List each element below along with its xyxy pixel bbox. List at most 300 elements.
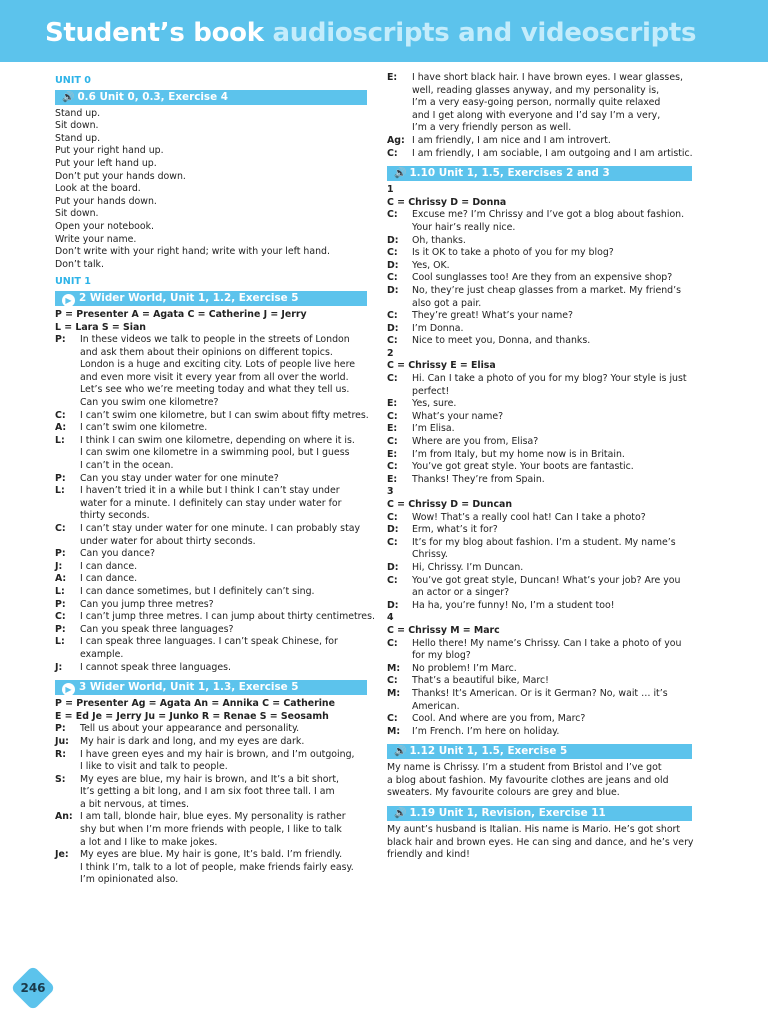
speaker-label: C: [387, 335, 398, 347]
text-line: friendly and kind! [387, 849, 470, 861]
speech-text [80, 485, 367, 523]
speech-line: You’ve got great style, Duncan! What’s your job? Are you [412, 574, 681, 586]
speech-line: also got a pair. [412, 297, 482, 309]
speech-line: shy but when I’m more friends with people, I like to talk [80, 824, 342, 836]
play-icon: ▶ [62, 683, 75, 696]
page-title [45, 18, 696, 48]
speech-line: I’m from Italy, but my home now is in Britain. [412, 448, 625, 460]
speech-text [80, 473, 367, 486]
speaker-label: D: [387, 599, 399, 611]
speech-line: I have short black hair. I have brown eyes. I wear glasses, [412, 72, 683, 83]
speech-line: I’m French. I’m here on holiday. [412, 725, 560, 737]
text-line: Write your name. [55, 233, 137, 245]
dialogue-line [387, 663, 692, 676]
page-number: 246 [20, 981, 46, 995]
speech-line: I am tall, blonde hair, blue eyes. My personality is rather [80, 811, 346, 823]
speaker-label: Ag: [387, 134, 405, 146]
dialogue-line [387, 449, 692, 462]
dialogue-line [387, 310, 692, 323]
speech-line: In these videos we talk to people in the streets of London [80, 334, 350, 346]
speaker-label: J: [55, 661, 63, 673]
speech-line: I can’t stay under water for one minute. I can probably stay [80, 523, 361, 534]
speech-line: Where are you from, Elisa? [412, 436, 539, 448]
speech-line: I’m Elisa. [412, 423, 455, 435]
speaker-label: Ju: [55, 735, 69, 747]
dialogue-line [387, 537, 692, 562]
dialogue-line [387, 272, 692, 285]
speaker-icon: 🔊 [394, 808, 407, 820]
speech-text [412, 247, 692, 260]
speech-text [80, 811, 367, 849]
speech-text [412, 524, 692, 537]
speaker-key: E = Ed Je = Jerry Ju = Junko R = Renae S = Seosamh [55, 710, 329, 722]
dialogue-line [387, 675, 692, 688]
speaker-label: L: [55, 434, 65, 446]
speech-line: It’s getting a bit long, and I am six foot three tall. I am [80, 786, 335, 798]
speaker-label: C: [387, 713, 398, 725]
dialogue [387, 512, 692, 613]
speaker-key: P = Presenter Ag = Agata An = Annika C = Catherine [55, 698, 335, 710]
speaker-label: P: [55, 472, 66, 484]
speaker-label: C: [387, 147, 398, 159]
dialogue-line [55, 473, 367, 486]
dialogue-line [387, 562, 692, 575]
speaker-label: C: [387, 247, 398, 259]
dialogue-line [387, 726, 692, 739]
dialogue-line [387, 285, 692, 310]
speech-line: That’s a beautiful bike, Marc! [412, 675, 549, 687]
speech-line: I am friendly, I am nice and I am introvert. [412, 134, 611, 146]
dialogue-line [387, 72, 692, 135]
dialogue-line [55, 561, 367, 574]
speech-text [412, 474, 692, 487]
speech-text [412, 575, 692, 600]
text-line: Stand up. [55, 107, 101, 119]
text-line: My aunt’s husband is Italian. His name is Mario. He’s got short [387, 824, 681, 836]
section-title: 2 Wider World, Unit 1, 1.2, Exercise 5 [79, 291, 299, 304]
speech-line: example. [80, 648, 124, 660]
text-line: Put your left hand up. [55, 157, 157, 169]
dialogue-line [387, 524, 692, 537]
speech-line: Erm, what’s it for? [412, 524, 498, 536]
dialogue-line [55, 774, 367, 812]
speech-text [412, 512, 692, 525]
speech-line: perfect! [412, 385, 450, 397]
speech-text [80, 523, 367, 548]
speech-line: I think I can swim one kilometre, depending on where it is. [80, 434, 355, 446]
speech-line: Is it OK to take a photo of you for my blog? [412, 247, 614, 259]
dialogue-line [55, 485, 367, 523]
speech-text [80, 749, 367, 774]
unit-heading: UNIT 0 [55, 75, 91, 86]
speech-line: I cannot speak three languages. [80, 661, 231, 673]
text-line: Don’t put your hands down. [55, 170, 186, 182]
text-line: Put your hands down. [55, 195, 157, 207]
dialogue-line [55, 422, 367, 435]
part-number: 2 [387, 347, 394, 359]
speech-text [80, 334, 367, 410]
section-bar-audio [387, 806, 692, 821]
s119-lines [387, 824, 692, 862]
speaker-label: P: [55, 598, 66, 610]
speech-line: Cool. And where are you from, Marc? [412, 713, 586, 725]
dialogue-line [387, 135, 692, 148]
speech-line: Hi, Chrissy. I’m Duncan. [412, 561, 524, 573]
speech-line: Ha ha, you’re funny! No, I’m a student too! [412, 599, 615, 611]
speaker-label: D: [387, 234, 399, 246]
speech-line: thirty seconds. [80, 510, 150, 522]
speech-text [80, 422, 367, 435]
speech-text [412, 537, 692, 562]
speech-line: My eyes are blue, my hair is brown, and It’s a bit short, [80, 773, 340, 785]
speech-text [412, 600, 692, 613]
section-bar-audio [387, 744, 692, 759]
dialogue-line [55, 849, 367, 887]
speaker-label: C: [387, 410, 398, 422]
speech-text [412, 209, 692, 234]
speech-line: Thanks! It’s American. Or is it German? No, wait … it’s [412, 687, 668, 699]
dialogue-line [387, 713, 692, 726]
right-column [387, 72, 692, 862]
speech-text [80, 435, 367, 473]
speech-line: Can you speak three languages? [80, 623, 234, 635]
speaker-label: E: [387, 72, 398, 83]
speaker-label: A: [55, 573, 67, 585]
speech-text [412, 726, 692, 739]
speech-line: water for a minute. I definitely can stay under water for [80, 497, 342, 509]
speaker-label: C: [387, 272, 398, 284]
dialogue-line [387, 373, 692, 398]
speech-line: Can you swim one kilometre? [80, 397, 219, 409]
speech-text [412, 373, 692, 398]
text-line: Sit down. [55, 120, 99, 132]
speaker-label: P: [55, 723, 66, 735]
speech-line: Let’s see who we’re meeting today and what they tell us. [80, 384, 350, 396]
dialogue [387, 373, 692, 486]
speaker-label: S: [55, 773, 66, 785]
speech-line: London is a huge and exciting city. Lots of people live here [80, 359, 355, 371]
dialogue [387, 209, 692, 348]
speech-line: Can you jump three metres? [80, 598, 214, 610]
speaker-label: C: [387, 637, 398, 649]
speaker-label: L: [55, 585, 65, 597]
speech-text [412, 663, 692, 676]
speaker-label: E: [387, 423, 398, 435]
section-bar-audio [55, 90, 367, 105]
speaker-label: L: [55, 485, 65, 497]
dialogue-line [55, 548, 367, 561]
speech-text [80, 736, 367, 749]
speech-line: American. [412, 700, 460, 712]
unit-heading: UNIT 1 [55, 276, 91, 288]
speech-text [412, 285, 692, 310]
speaker-label: D: [387, 561, 399, 573]
s112-lines [387, 762, 692, 800]
speaker-label: J: [55, 560, 63, 572]
speech-line: Hello there! My name’s Chrissy. Can I take a photo of you [412, 637, 682, 649]
dialogue-line [55, 611, 375, 624]
speaker-label: D: [387, 524, 399, 536]
speaker-label: P: [55, 548, 66, 560]
speech-text [412, 638, 692, 663]
dialogue-line [387, 398, 692, 411]
speaker-key: L = Lara S = Sian [55, 321, 146, 333]
speech-line: Oh, thanks. [412, 234, 466, 246]
speech-line: I can swim one kilometre in a swimming pool, but I guess [80, 447, 350, 459]
dialogue-line [55, 599, 367, 612]
section-title: 0.6 Unit 0, 0.3, Exercise 4 [77, 90, 228, 103]
speech-line: and ask them about their opinions on different topics. [80, 346, 333, 358]
speaker-label: C: [387, 436, 398, 448]
part-number: 3 [387, 486, 394, 498]
page-title-part1: Student’s book [45, 18, 264, 48]
speech-line: No, they’re just cheap glasses from a market. My friend’s [412, 284, 681, 296]
speech-text [412, 436, 692, 449]
speech-line: My hair is dark and long, and my eyes are dark. [80, 735, 305, 747]
speech-line: They’re great! What’s your name? [412, 310, 573, 322]
dialogue [387, 72, 692, 160]
speech-text [412, 235, 692, 248]
dialogue [55, 334, 375, 674]
speech-line: and I get along with everyone and I’d say I’m a very, [412, 109, 661, 121]
speech-text [412, 148, 693, 161]
speaker-icon: 🔊 [394, 746, 407, 758]
section-bar-video [55, 291, 367, 306]
dialogue-line [55, 573, 367, 586]
speech-text [412, 562, 692, 575]
speaker-label: Je: [55, 849, 69, 861]
section-title: 1.10 Unit 1, 1.5, Exercises 2 and 3 [409, 167, 610, 180]
dialogue-line [387, 423, 692, 436]
speech-text [412, 310, 692, 323]
dialogue [387, 638, 692, 739]
speaker-label: C: [387, 574, 398, 586]
speech-line: I’m a very easy-going person, normally quite relaxed [412, 97, 661, 109]
speaker-icon: 🔊 [394, 168, 407, 180]
speech-text [412, 461, 692, 474]
dialogue-line [55, 586, 367, 599]
speech-line: I can’t swim one kilometre. [80, 422, 208, 434]
speech-text [412, 675, 692, 688]
speech-line: Hi. Can I take a photo of you for my blog? Your style is just [412, 373, 687, 385]
speaker-key: P = Presenter A = Agata C = Catherine J = Jerry [55, 308, 307, 320]
speech-line: I can speak three languages. I can’t speak Chinese, for [80, 636, 338, 648]
speech-line: I can’t jump three metres. I can jump about thirty centimetres. [80, 611, 375, 623]
speaker-label: C: [387, 675, 398, 687]
dialogue-line [55, 662, 367, 675]
speech-line: You’ve got great style. Your boots are fantastic. [412, 461, 634, 473]
speech-line: Thanks! They’re from Spain. [412, 473, 545, 485]
dialogue-line [387, 461, 692, 474]
speaker-label: E: [387, 448, 398, 460]
speaker-label: M: [387, 662, 401, 674]
speech-line: Excuse me? I’m Chrissy and I’ve got a blog about fashion. [412, 209, 685, 221]
dialogue-line [387, 247, 692, 260]
speech-line: I can’t swim one kilometre, but I can swim about fifty metres. [80, 409, 369, 421]
speech-line: My eyes are blue. My hair is gone, It’s bald. I’m friendly. [80, 849, 343, 861]
speech-line: Tell us about your appearance and personality. [80, 723, 300, 735]
speech-text [412, 713, 692, 726]
speech-text [80, 573, 367, 586]
s06-lines [55, 108, 367, 272]
dialogue-line [55, 334, 367, 410]
dialogue-line [387, 688, 692, 713]
speaker-key: C = Chrissy M = Marc [387, 624, 500, 636]
speech-text [412, 449, 692, 462]
speech-line: Chrissy. [412, 549, 448, 561]
speaker-icon: 🔊 [62, 91, 75, 103]
speaker-label: M: [387, 687, 401, 699]
speaker-label: D: [387, 259, 399, 271]
header-banner [0, 0, 768, 62]
speaker-label: P: [55, 334, 66, 346]
play-icon: ▶ [62, 294, 75, 307]
text-line: Open your notebook. [55, 220, 155, 232]
speaker-label: A: [55, 422, 67, 434]
speech-line: I have green eyes and my hair is brown, and I’m outgoing, [80, 748, 355, 760]
speech-text [80, 774, 367, 812]
speaker-key: C = Chrissy D = Donna [387, 196, 507, 208]
speaker-label: C: [387, 461, 398, 473]
section-bar-audio [387, 166, 692, 181]
speaker-label: C: [387, 536, 398, 548]
part-number: 4 [387, 612, 394, 624]
speech-line: It’s for my blog about fashion. I’m a student. My name’s [412, 536, 676, 548]
section-bar-video [55, 680, 367, 695]
dialogue-line [55, 523, 367, 548]
speech-text [80, 662, 367, 675]
dialogue [55, 723, 367, 887]
speaker-key: C = Chrissy E = Elisa [387, 360, 496, 372]
section-title: 1.12 Unit 1, 1.5, Exercise 5 [409, 745, 568, 758]
section-title: 3 Wider World, Unit 1, 1.3, Exercise 5 [79, 681, 299, 694]
dialogue-line [55, 723, 367, 736]
dialogue-line [387, 260, 692, 273]
speech-text [412, 72, 692, 135]
speaker-key: C = Chrissy D = Duncan [387, 499, 513, 510]
dialogue-line [55, 636, 367, 661]
speech-line: I’m a very friendly person as well. [412, 122, 572, 134]
speech-line: Nice to meet you, Donna, and thanks. [412, 335, 591, 347]
speaker-label: C: [387, 310, 398, 322]
text-line: Sit down. [55, 208, 99, 220]
part-number: 1 [387, 184, 394, 196]
left-column [55, 72, 375, 887]
text-line: My name is Chrissy. I’m a student from Bristol and I’ve got [387, 762, 662, 774]
speech-line: a lot and I like to make jokes. [80, 836, 218, 848]
speech-text [412, 398, 692, 411]
speech-line: I am friendly, I am sociable, I am outgoing and I am artistic. [412, 147, 693, 159]
page-title-part2: audioscripts and videoscripts [272, 18, 697, 48]
speaker-label: C: [55, 409, 66, 421]
dialogue-line [387, 148, 692, 161]
speech-text [80, 586, 367, 599]
speaker-label: C: [387, 209, 398, 221]
speech-line: Yes, OK. [412, 259, 450, 271]
text-line: black hair and brown eyes. He can sing and dance, and he’s very [387, 836, 694, 848]
speech-line: I can dance. [80, 573, 138, 585]
dialogue-line [387, 209, 692, 234]
speech-line: an actor or a singer? [412, 587, 510, 599]
speech-line: I like to visit and talk to people. [80, 761, 228, 773]
speaker-label: M: [387, 725, 401, 737]
dialogue-line [387, 474, 692, 487]
dialogue-line [387, 512, 692, 525]
speech-line: a bit nervous, at times. [80, 798, 190, 810]
speech-line: Your hair’s really nice. [412, 221, 516, 233]
section-title: 1.19 Unit 1, Revision, Exercise 11 [409, 807, 606, 820]
speech-line: No problem! I’m Marc. [412, 662, 517, 674]
speech-line: I can dance. [80, 560, 138, 572]
speech-text [80, 624, 367, 637]
speaker-label: C: [55, 611, 66, 623]
speech-text [412, 323, 692, 336]
dialogue-line [387, 575, 692, 600]
speech-line: under water for about thirty seconds. [80, 535, 256, 547]
text-line: Look at the board. [55, 183, 141, 195]
speaker-label: C: [55, 523, 66, 534]
speech-text [412, 411, 692, 424]
dialogue-line [387, 323, 692, 336]
speech-text [412, 260, 692, 273]
speech-line: Wow! That’s a really cool hat! Can I take a photo? [412, 511, 646, 523]
speech-line: I can dance sometimes, but I definitely can’t sing. [80, 585, 315, 597]
dialogue-line [55, 410, 367, 423]
speech-line: Cool sunglasses too! Are they from an expensive shop? [412, 272, 673, 284]
text-line: a blog about fashion. My favourite clothes are jeans and old [387, 774, 669, 786]
dialogue-line [387, 436, 692, 449]
speech-line: Yes, sure. [412, 398, 457, 410]
speech-line: What’s your name? [412, 410, 504, 422]
speaker-label: C: [387, 373, 398, 385]
dialogue-line [387, 411, 692, 424]
speaker-label: An: [55, 811, 73, 823]
speech-line: I haven’t tried it in a while but I think I can’t stay under [80, 485, 340, 497]
speech-text [80, 723, 367, 736]
speaker-label: E: [387, 398, 398, 410]
speech-line: I’m Donna. [412, 322, 464, 334]
speech-text [80, 849, 367, 887]
speaker-label: D: [387, 284, 399, 296]
speaker-label: R: [55, 748, 66, 760]
dialogue-line [55, 811, 367, 849]
speech-line: and even more visit it every year from all over the world. [80, 371, 349, 383]
speech-line: I’m opinionated also. [80, 874, 179, 886]
speech-line: I think I’m, talk to a lot of people, make friends fairly easy. [80, 861, 354, 873]
dialogue-line [387, 235, 692, 248]
speech-text [412, 335, 692, 348]
speech-line: well, reading glasses anyway, and my personality is, [412, 84, 660, 96]
speech-line: Can you dance? [80, 548, 155, 560]
dialogue-line [55, 624, 367, 637]
speaker-label: E: [387, 473, 398, 485]
speech-text [80, 561, 367, 574]
speech-text [80, 599, 367, 612]
speech-text [80, 548, 367, 561]
text-line: Don’t write with your right hand; write with your left hand. [55, 246, 330, 258]
speech-text [412, 135, 692, 148]
text-line: sweaters. My favourite colours are grey and blue. [387, 787, 620, 799]
speech-text [412, 272, 692, 285]
speaker-label: P: [55, 623, 66, 635]
dialogue-line [387, 335, 692, 348]
speech-line: Can you stay under water for one minute? [80, 472, 279, 484]
speaker-label: C: [387, 511, 398, 523]
speech-text [412, 423, 692, 436]
speech-text [80, 636, 367, 661]
speech-text [412, 688, 692, 713]
speech-text [80, 410, 369, 423]
